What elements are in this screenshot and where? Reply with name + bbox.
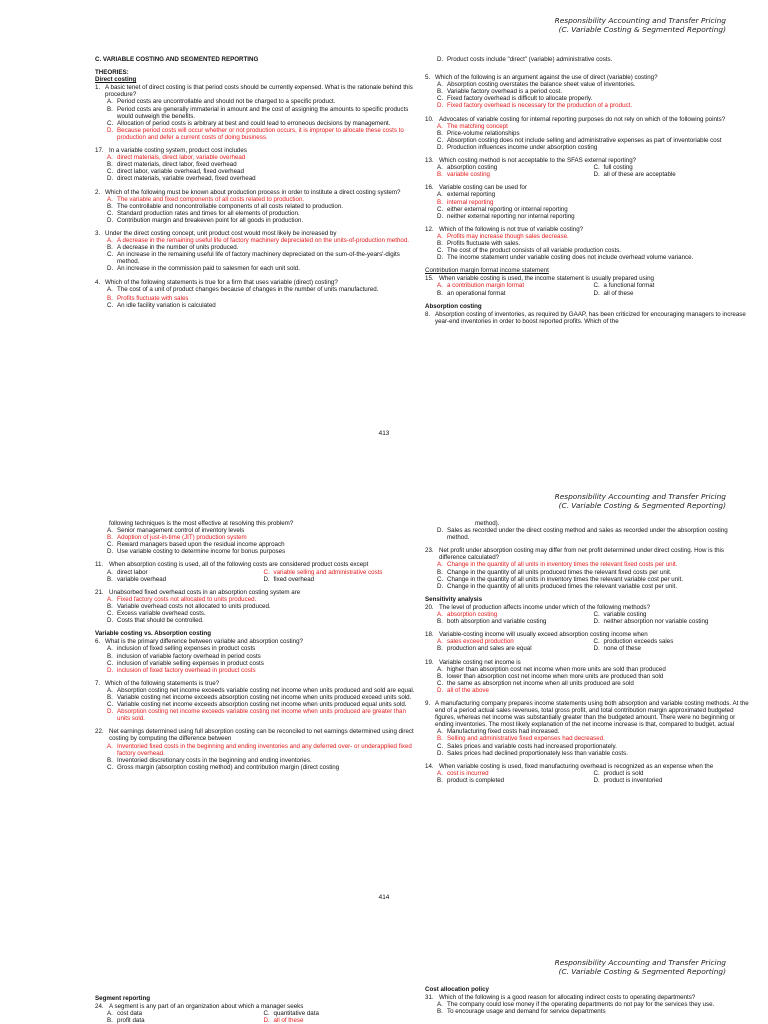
cost-allocation-heading: Cost allocation policy xyxy=(425,986,489,993)
answer-highlight: D. Because period costs will occur whether or not production occurs, it is improper to allocate these costs to production and defer a current costs of doing business. xyxy=(107,126,404,141)
question-4: 4. Which of the following statements is true for a firm that uses variable (direct) costing? A. The cost of a unit of product changes because of changes in the number of units manufactured. B. Profits fluctuate with sales C. An idle facility variation is calculated xyxy=(95,279,420,309)
page-414 xyxy=(0,488,768,958)
question-9: 9. A manufacturing company prepares income statements using both absorption and variable costing methods. At the end of a period actual sales revenues, total gross profit, and total contribution margin approximated budgeted figures, whereas net income was substantially greater than the budgeted amount. There were no beginning or ending inventories. The most likely explanation of the net income increase is that, compared to budget, actual A. Manufacturing fixed costs had increased. B. Selling and administrative fixed expenses had decreased. C. Sales prices and variable costs had increased proportionately. D. Sales prices had declined proportionately less than variable costs. xyxy=(425,699,749,757)
answer-highlight: A. Change in the quantity of all units in inventory times the relevant fixed costs per unit. xyxy=(437,561,678,569)
answer-highlight: B. variable costing xyxy=(437,171,490,179)
question-22-continued: method). D. Sales as recorded under the direct costing method and sales as recorded under the absorption costing method. xyxy=(437,520,728,542)
page-number: 413 xyxy=(378,430,390,437)
direct-costing-heading: Direct costing xyxy=(95,76,137,84)
question-31: 31. Which of the following is a good reason for allocating indirect costs to operating departments? A. The company could lose money if the operating departments do not pay for the services they use. B. To encourage usage and demand for service departments xyxy=(425,994,715,1016)
running-header: Responsibility Accounting and Transfer Pricing (C. Variable Costing & Segmented Reporting) xyxy=(554,958,726,976)
answer-highlight: A. absorption costing xyxy=(437,611,498,619)
question-1: 1. A basic tenet of direct costing is that period costs should be currently expensed. What is the rationale behind this procedure? A. Period costs are uncontrollable and should not be charged to a specific product. B. Period costs are generally immaterial in amount and the cost of assigning the amounts to specific products would outweigh the benefits. C. Allocation of period costs is arbitrary at best and could lead to erroneous decisions by management. D. Because period costs will occur whether or not production occurs, it is improper to allocate these costs to production and defer a current costs of doing business. xyxy=(95,84,420,141)
question-6: 6. What is the primary difference between variable and absorption costing? A. inclusion of fixed selling expenses in product costs B. inclusion of variable factory overhead in period costs C. inclusion of variable selling expenses in product costs D. inclusion of fixed factory overhead in product costs xyxy=(95,638,420,673)
answer-highlight: A. a contribution margin format xyxy=(437,282,525,290)
question-4-continued: D. Product costs include "direct" (variable) administrative costs. xyxy=(437,56,613,63)
question-8: 8. Absorption costing of inventories, as required by GAAP, has been criticized for encouraging managers to increase year-end inventories in order to boost reported profits. Which of the xyxy=(425,310,746,325)
question-8-continued: following techniques is the most effective at resolving this problem? A. Senior management control of inventory levels B. Adoption of just-in-time (JIT) production system C. Reward managers based upon the residual income approach D. Use variable costing to determine income for bonus purposes xyxy=(95,520,420,555)
question-21: 21. Unabsorbed fixed overhead costs in an absorption costing system are A. Fixed factory costs not allocated to units produced. B. Variable overhead costs not allocated to units produced. C. Excess variable overhead costs. D. Costs that should be controlled. xyxy=(95,589,420,624)
answer-highlight: B. Selling and administrative fixed expenses had decreased. xyxy=(437,735,605,743)
left-column xyxy=(95,995,420,1024)
question-11: 11. When absorption costing is used, all of the following costs are considered product costs except A. direct labor C. variable selling and administrative costs B. variable overhead D. fixed overhead xyxy=(95,561,420,582)
right-column xyxy=(425,56,750,331)
answer-highlight: B. Profits fluctuate with sales xyxy=(107,294,189,302)
answer-highlight: A. The variable and fixed components of all costs related to production. xyxy=(107,195,305,203)
sensitivity-analysis-heading: Sensitivity analysis xyxy=(425,595,483,603)
answer-highlight: A. Inventoried fixed costs in the beginning and ending inventories and any deferred over- or underapplied fixed factory overhead. xyxy=(107,742,412,757)
question-14: 14. When variable costing is used, fixed manufacturing overhead is recognized as an expense when the A. cost is incurred C. product is sold B. product is completed D. product is inventoried xyxy=(425,762,714,784)
theories-heading: THEORIES: xyxy=(95,69,129,77)
question-13: 13. Which costing method is not acceptable to the SFAS external reporting? A. absorption costing C. full costing B. variable costing D. all of these are acceptable xyxy=(425,157,676,179)
question-17: 17. In a variable costing system, product cost includes A. direct materials, direct labor, variable overhead B. direct materials, direct labor, fixed overhead C. direct labor, variable overhead, fixed overhead D. direct materials, variable overhead, fixed overhead xyxy=(95,147,420,182)
right-column xyxy=(425,986,750,1021)
page-415-partial xyxy=(0,955,768,1024)
left-column xyxy=(95,56,420,315)
answer-highlight: D. Absorption costing net income exceeds variable costing net income when units produced are greater than units sold. xyxy=(107,708,406,723)
question-24: 24. A segment is any part of an organization about which a manager seeks A. cost data C. quantitative data B. profit data D. all of these xyxy=(95,1003,420,1024)
contribution-margin-heading: Contribution margin format income statement xyxy=(425,267,549,275)
answer-highlight: C. variable selling and administrative costs xyxy=(263,568,383,576)
page-number: 414 xyxy=(378,894,390,901)
answer-highlight: A. direct materials, direct labor, variable overhead xyxy=(107,154,246,162)
page-413 xyxy=(0,0,768,470)
answer-highlight: D. all of these xyxy=(263,1017,304,1024)
right-column xyxy=(425,520,750,790)
answer-highlight: A. The matching concept xyxy=(437,122,508,130)
question-19: 19. Variable costing net income is A. higher than absorption cost net income when more units are sold than produced B. lower than absorption cost net income when more units are produced than sold C. the same as absorption net income when all units produced are sold D. all of the above xyxy=(425,659,750,694)
answer-highlight: B. Adoption of just-in-time (JIT) production system xyxy=(107,534,247,542)
question-15: 15. When variable costing is used, the income statement is usually prepared using A. a contribution margin format C. a functional format B. an operational format D. all of these xyxy=(425,275,655,297)
running-header: Responsibility Accounting and Transfer Pricing (C. Variable Costing & Segmented Reporting) xyxy=(554,492,726,510)
answer-highlight: D. Fixed factory overhead is necessary for the production of a product. xyxy=(437,102,633,110)
answer-highlight: A. A decrease in the remaining useful life of factory machinery depreciated on the units-of-production method. xyxy=(107,237,410,245)
question-3: 3. Under the direct costing concept, unit product cost would most likely be increased by A. A decrease in the remaining useful life of factory machinery depreciated on the units-of-production method. B. A decrease in the number of units produced. C. An increase in the remaining useful life of factory machinery depreciated on the sum-of-the-years'-digits method. D. An increase in the commission paid to salesmen for each unit sold. xyxy=(95,230,420,273)
answer-highlight: D. inclusion of fixed factory overhead in product costs xyxy=(107,666,256,674)
question-23: 23. Net profit under absorption costing may differ from net profit determined under direct costing. How is this difference calculated? A. Change in the quantity of all units in inventory times the relevant fixed costs per unit. B. Change in the quantity of all units produced times the relevant fixed costs per unit. C. Change in the quantity of all units in inventory times the relevant variable cost per unit. D. Change in the quantity of all units produced times the relevant variable cost per unit. xyxy=(425,547,750,590)
question-2: 2. Which of the following must be known about production process in order to institute a direct costing system? A. The variable and fixed components of all costs related to production. B. The controllable and noncontrollable components of all costs related to production. C. Standard production rates and times for all elements of production. D. Contribution margin and breakeven point for all goods in production. xyxy=(95,189,420,224)
question-18: 18. Variable-costing income will usually exceed absorption costing income when A. sales exceed production C. production exceeds sales B. production and sales are equal D. none of these xyxy=(425,631,674,653)
question-16: 16. Variable costing can be used for A. external reporting B. internal reporting C. either external reporting or internal reporting D. neither external reporting nor internal reporting xyxy=(425,184,750,219)
question-10: 10. Advocates of variable costing for internal reporting purposes do not rely on which of the following points? A. The matching concept B. Price-volume relationships C. Absorption costing does not include selling and administrative expenses as part of inventoriable cost D. Production influences income under absorption costing xyxy=(425,116,750,151)
variable-vs-absorption-heading: Variable costing vs. Absorption costing xyxy=(95,630,211,638)
absorption-costing-heading: Absorption costing xyxy=(425,302,482,310)
question-5: 5. Which of the following is an argument against the use of direct (variable) costing? A. Absorption costing overstates the balance sheet value of inventories. B. Variable factory overhead is a period cost. C. Fixed factory overhead is difficult to allocate properly. D. Fixed factory overhead is necessary for the production of a product. xyxy=(425,74,750,109)
answer-highlight: A. Profits may increase though sales decrease. xyxy=(437,232,569,240)
answer-highlight: A. Fixed factory costs not allocated to units produced. xyxy=(107,595,257,603)
left-column xyxy=(95,520,420,777)
question-22: 22. Net earnings determined using full absorption costing can be reconciled to net earnings determined using direct costing by computing the difference between A. Inventoried fixed costs in the beginning and ending inventories and any deferred over- or underapplied fixed factory overhead. B. Inventoried discretionary costs in the beginning and ending inventories. C. Gross margin (absorption costing method) and contribution margin (direct costing xyxy=(95,728,420,771)
section-title: C. VARIABLE COSTING AND SEGMENTED REPORTING xyxy=(95,56,259,63)
running-header: Responsibility Accounting and Transfer Pricing (C. Variable Costing & Segmented Reporting) xyxy=(554,16,726,34)
answer-highlight: A. sales exceed production xyxy=(437,638,514,646)
question-12: 12. Which of the following is not true of variable costing? A. Profits may increase though sales decrease. B. Profits fluctuate with sales. C. The cost of the product consists of all variable production costs. D. The income statement under variable costing does not include overhead volume variance. xyxy=(425,226,750,261)
answer-highlight: D. all of the above xyxy=(437,686,489,694)
question-7: 7. Which of the following statements is true? A. Absorption costing net income exceeds variable costing net income when units produced and sold are equal. B. Variable costing net income exceeds absorption costing net income when units produced exceed units sold. C. Variable costing net income exceeds absorption costing net income when units produced equal units sold. D. Absorption costing net income exceeds variable costing net income when units produced are greater than units sold. xyxy=(95,680,420,723)
question-20: 20. The level of production affects income under which of the following methods? A. absorption costing C. variable costing B. both absorption and variable costing D. neither absorption nor variable costing xyxy=(425,603,709,626)
segment-reporting-heading: Segment reporting xyxy=(95,995,151,1002)
answer-highlight: A. cost is incurred xyxy=(437,769,489,777)
answer-highlight: B. internal reporting xyxy=(437,198,494,206)
